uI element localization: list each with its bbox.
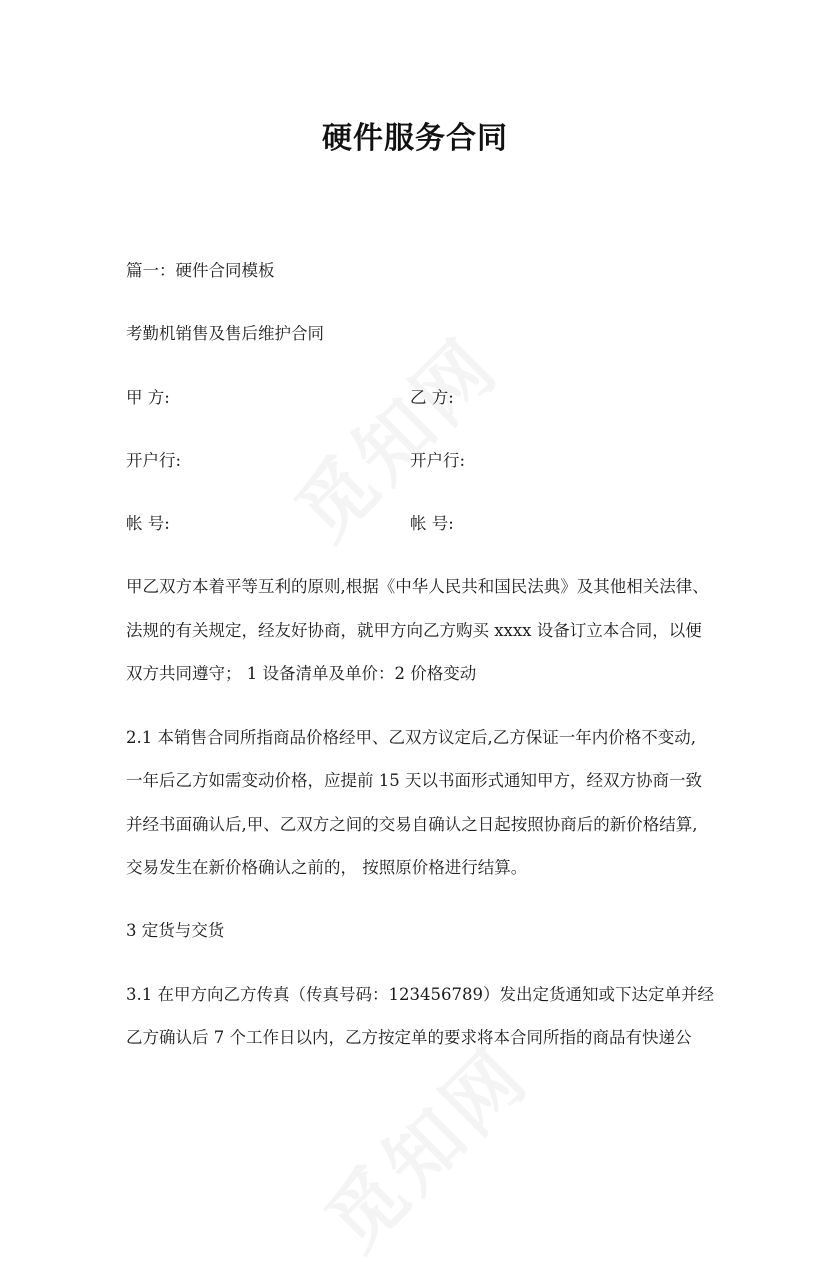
watermark-logo [267,309,518,560]
bank-a-label: 开户行: [126,451,182,470]
document-title: 硬件服务合同 [322,121,508,156]
account-a-label: 帐 号: [126,514,170,533]
section-3-heading: 3 定货与交货 [126,921,225,940]
clause-2-1-line: 一年后乙方如需变动价格，应提前 15 天以书面形式通知甲方，经双方协商一致 [126,771,702,790]
clause-3-1-line: 乙方确认后 7 个工作日以内，乙方按定单的要求将本合同所指的商品有快递公 [126,1028,692,1047]
section-heading: 篇一：硬件合同模板 [126,261,275,280]
intro-line: 甲乙双方本着平等互利的原则,根据《中华人民共和国民法典》及其他相关法律、 [126,577,709,596]
clause-2-1-line: 并经书面确认后,甲、乙双方之间的交易自确认之日起按照协商后的新价格结算, [126,815,698,834]
party-a-label: 甲 方: [126,388,170,407]
clause-3-1-line: 3.1 在甲方向乙方传真（传真号码：123456789）发出定货通知或下达定单并经 [126,985,714,1004]
bank-b-label: 开户行: [410,451,466,470]
watermark-logo [297,1019,548,1270]
intro-line: 双方共同遵守； 1 设备清单及单价：2 价格变动 [126,664,477,683]
contract-subtitle: 考勤机销售及售后维护合同 [126,324,324,343]
party-b-label: 乙 方: [410,388,454,407]
account-b-label: 帐 号: [410,514,454,533]
clause-2-1-line: 交易发生在新价格确认之前的， 按照原价格进行结算。 [126,858,528,877]
clause-2-1-line: 2.1 本销售合同所指商品价格经甲、乙双方议定后,乙方保证一年内价格不变动, [126,728,696,747]
intro-line: 法规的有关规定，经友好协商，就甲方向乙方购买 xxxx 设备订立本合同，以便 [126,621,702,640]
